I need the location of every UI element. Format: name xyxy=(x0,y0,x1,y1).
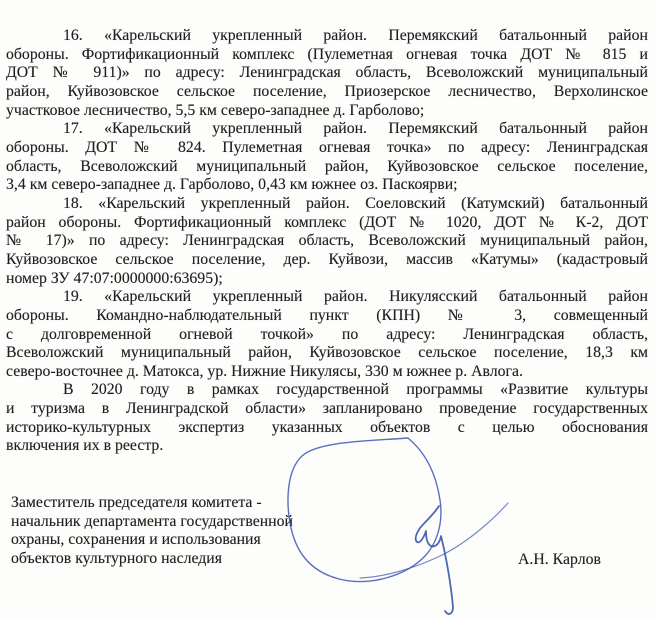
text-line: обороны. Командно-наблюдательный пункт (КПН) № 3, совмещенный xyxy=(6,306,648,324)
paragraph-item-17 xyxy=(6,120,648,195)
text-line: район, Куйвозовское сельское поселение, Приозерское лесничество, Верхолинское xyxy=(6,82,648,100)
text-line: 3,4 км северо-западнее д. Гарболово, 0,43 км южнее оз. Паскоярви; xyxy=(6,176,458,194)
text-line: северо-восточнее д. Матокса, ур. Нижние Никулясы, 330 м южнее р. Авлога. xyxy=(6,362,523,380)
text-line: с долговременной огневой точкой» по адресу: Ленинградская область, xyxy=(6,325,648,343)
signature-block xyxy=(11,494,431,568)
paragraph-program-2020 xyxy=(6,381,648,456)
text-line: 16. «Карельский укрепленный район. Перемякский батальонный район xyxy=(63,27,648,44)
signatory-name: А.Н. Карлов xyxy=(518,551,601,568)
signatory-title-line: охраны, сохранения и использования xyxy=(11,531,261,549)
signatory-title-line: начальник департамента государственной xyxy=(11,512,293,530)
text-line: 17. «Карельский укрепленный район. Перемякский батальонный район xyxy=(63,120,648,138)
signatory-title-line: объектов культурного наследия xyxy=(11,549,223,567)
text-line: номер ЗУ 47:07:0000000:63695); xyxy=(6,269,223,287)
text-line: № 17)» по адресу: Ленинградская область, Всеволожский муниципальный район, xyxy=(6,232,648,250)
text-line: район обороны. Фортификационный комплекс (ДОТ № 1020, ДОТ № К-2, ДОТ xyxy=(6,213,648,231)
document-body xyxy=(6,27,648,456)
paragraph-item-16 xyxy=(6,27,648,120)
text-line: Куйвозовское сельское поселение, дер. Куйвози, массив «Катумы» (кадастровый xyxy=(6,250,648,268)
paragraph-item-19 xyxy=(6,288,648,381)
text-line: включения их в реестр. xyxy=(6,437,164,455)
text-line: обороны. Фортификационный комплекс (Пулеметная огневая точка ДОТ № 815 и xyxy=(6,45,648,63)
text-line: обороны. ДОТ № 824. Пулеметная огневая точка» по адресу: Ленинградская xyxy=(6,138,648,156)
text-line: историко-культурных экспертиз указанных объектов с целью обоснования xyxy=(6,418,648,436)
text-line: область, Всеволожский муниципальный район, Куйвозовское сельское поселение, xyxy=(6,157,648,175)
signatory-title-line: Заместитель председателя комитета - xyxy=(11,494,262,511)
text-line: Всеволожский муниципальный район, Куйвозовское сельское поселение, 18,3 км xyxy=(6,344,648,362)
text-line: 18. «Карельский укрепленный район. Соеловский (Катумский) батальонный xyxy=(63,194,648,212)
text-line: ДОТ № 911)» по адресу: Ленинградская область, Всеволожский муниципальный xyxy=(6,64,648,82)
text-line: 19. «Карельский укрепленный район. Никулясский батальонный район xyxy=(63,288,648,306)
text-line: В 2020 году в рамках государственной программы «Развитие культуры xyxy=(63,381,648,399)
paragraph-item-18 xyxy=(6,195,648,288)
text-line: и туризма в Ленинградской области» запланировано проведение государственных xyxy=(6,400,648,418)
text-line: участковое лесничество, 5,5 км северо-западнее д. Гарболово; xyxy=(6,101,425,119)
